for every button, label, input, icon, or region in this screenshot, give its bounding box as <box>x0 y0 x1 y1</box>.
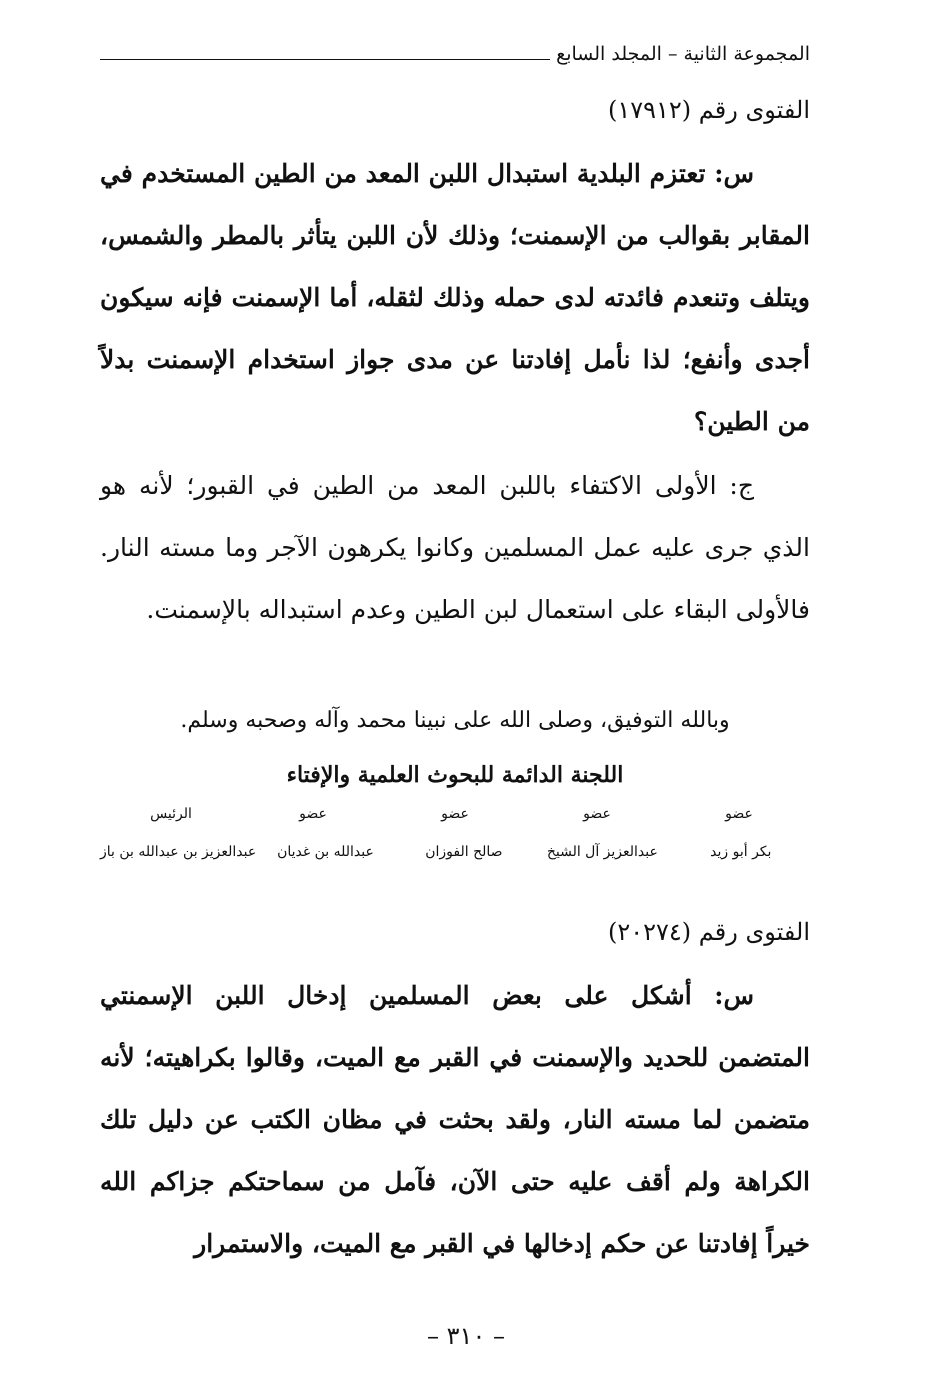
signatory-role: عضو <box>299 806 327 822</box>
committee-name: اللجنة الدائمة للبحوث العلمية والإفتاء <box>286 762 624 788</box>
signatory-roles-row <box>100 807 810 821</box>
header-rule <box>100 59 550 60</box>
fatwa-2-question-text: س: أشكل على بعض المسلمين إدخال اللبن الإسمنتي المتضمن للحديد والإسمنت في القبر مع الميت، وقالوا بكراهيته؛ لأنه متضمن لما مسته النار، ولقد بحثت في مظان الكتب عن دليل تلك الكراهة ولم أقف عليه حتى الآن، فآمل من سماحتكم جزاكم الله خيراً إفادتنا عن حكم إدخالها في القبر مع الميت، والاستمرار <box>100 981 810 1258</box>
fatwa-2-question <box>100 965 810 1275</box>
signatory-name: عبدالعزيز بن عبدالله بن باز <box>100 844 257 860</box>
signatory-name: عبدالله بن غديان <box>277 844 374 860</box>
page-number: – ٣١٠ – <box>427 1322 505 1350</box>
fatwa-1-question <box>100 143 810 453</box>
fatwa-1-answer <box>100 455 810 641</box>
signatory-role: عضو <box>441 806 469 822</box>
signatory-name: بكر أبو زيد <box>710 844 772 860</box>
fatwa-1-closing: وبالله التوفيق، وصلى الله على نبينا محمد وآله وصحبه وسلم. <box>180 708 730 733</box>
running-title: المجموعة الثانية – المجلد السابع <box>556 43 810 65</box>
signatory-names-row <box>100 845 810 859</box>
signatory-role: عضو <box>583 806 611 822</box>
fatwa-1-title: الفتوى رقم (١٧٩١٢) <box>607 96 810 124</box>
signatory-name: صالح الفوزان <box>425 844 503 860</box>
running-header <box>100 30 810 64</box>
signatory-name: عبدالعزيز آل الشيخ <box>546 844 658 860</box>
fatwa-1-answer-text: ج: الأولى الاكتفاء باللبن المعد من الطين في القبور؛ لأنه هو الذي جرى عليه عمل المسلمين وكانوا يكرهون الآجر وما مسته النار. فالأولى البقاء على استعمال لبن الطين وعدم استبداله بالإسمنت. <box>100 471 810 624</box>
fatwa-2-title: الفتوى رقم (٢٠٢٧٤) <box>607 918 810 946</box>
signatory-role: عضو <box>725 806 753 822</box>
signatory-role: الرئيس <box>150 806 192 822</box>
fatwa-1-question-text: س: تعتزم البلدية استبدال اللبن المعد من الطين المستخدم في المقابر بقوالب من الإسمنت؛ وذلك لأن اللبن يتأثر بالمطر والشمس، ويتلف وتنعدم فائدته لدى حمله وذلك لثقله، أما الإسمنت فإنه سيكون أجدى وأنفع؛ لذا نأمل إفادتنا عن مدى جواز استخدام الإسمنت بدلاً من الطين؟ <box>100 159 810 436</box>
